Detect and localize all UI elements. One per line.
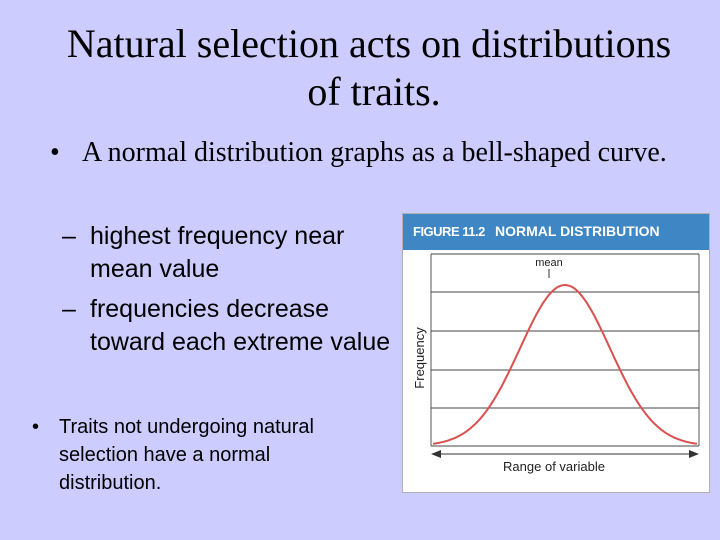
x-axis-label: Range of variable — [503, 459, 605, 474]
bullet-dot: • — [50, 137, 60, 168]
bullet-traits-not-undergoing — [32, 413, 372, 497]
figure-name: NORMAL DISTRIBUTION — [495, 223, 660, 239]
bullet-text: A normal distribution graphs as a bell-shaped curve. — [82, 137, 667, 168]
left-arrowhead — [431, 450, 441, 458]
normal-distribution-figure — [402, 213, 710, 493]
subbullet-text: frequencies decrease toward each extreme value — [90, 295, 391, 356]
slide-title — [0, 20, 720, 116]
gridlines — [431, 254, 699, 446]
subbullet-frequencies-decrease — [62, 293, 392, 359]
bullet-normal-distribution — [50, 135, 690, 170]
subbullet-text: highest frequency near mean value — [90, 222, 345, 283]
subbullet-dash: – — [62, 222, 76, 250]
slide-title-line-2: of traits. — [307, 69, 441, 114]
bullet-dot: • — [32, 416, 40, 438]
mean-label: mean — [535, 257, 563, 269]
bullet-text: Traits not undergoing natural selection have a normal distribution. — [59, 416, 314, 494]
slide-title-line-1: Natural selection acts on distributions — [66, 21, 672, 66]
right-arrowhead — [689, 450, 699, 458]
bell-curve — [433, 285, 697, 444]
plot-frame — [431, 254, 699, 446]
subbullet-highest-frequency — [62, 220, 392, 286]
y-axis-label: Frequency — [412, 327, 427, 389]
figure-graph — [403, 214, 709, 492]
figure-number: FIGURE 11.2 — [413, 224, 485, 239]
subbullet-dash: – — [62, 295, 76, 323]
x-axis-arrow — [431, 450, 699, 458]
